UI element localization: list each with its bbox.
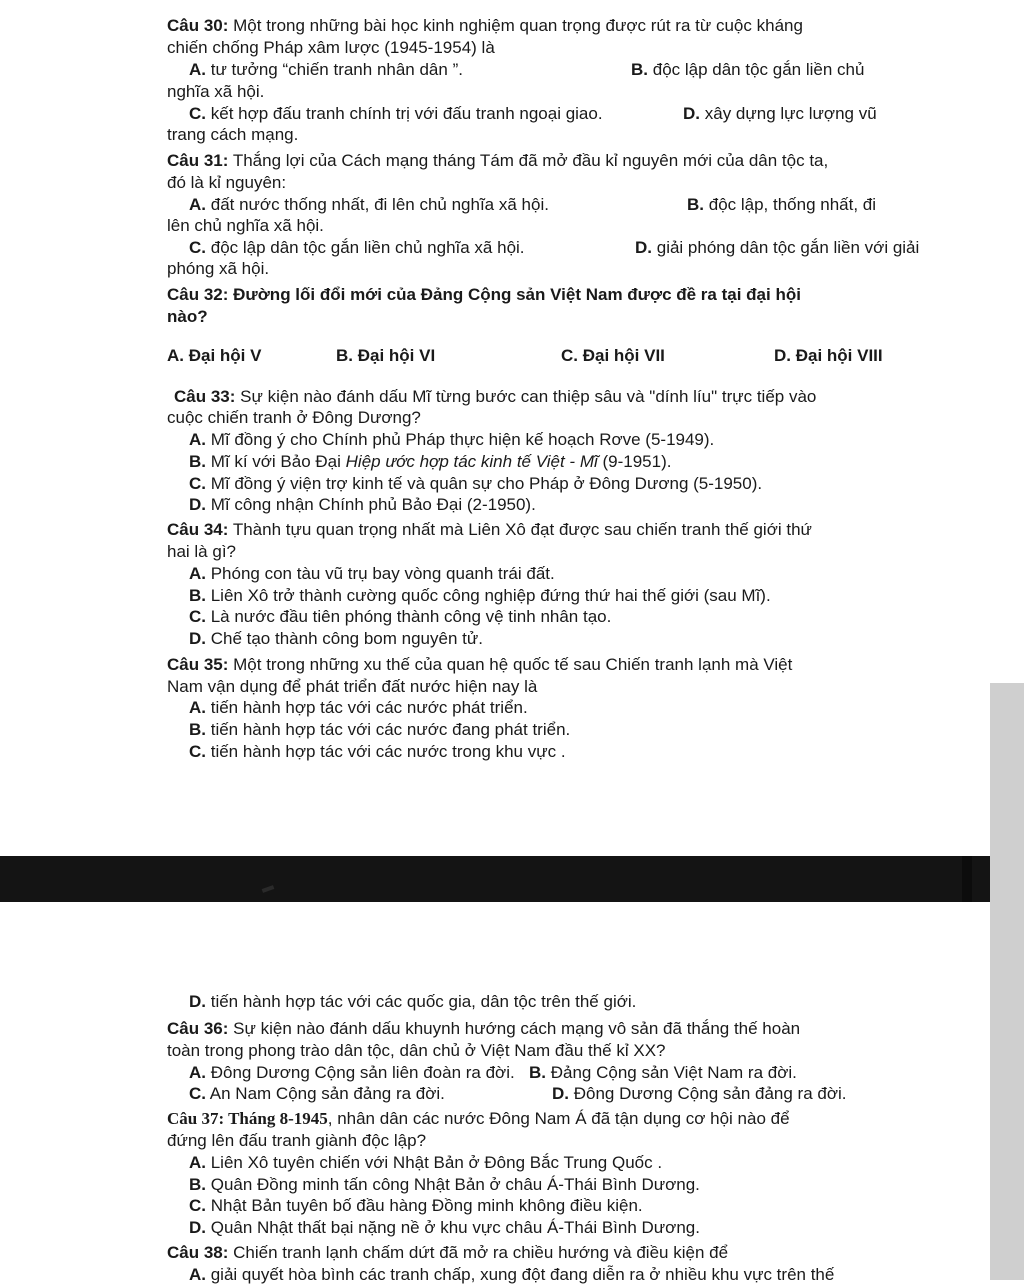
question-30-option-a: A. tư tưởng “chiến tranh nhân dân ”.: [189, 60, 463, 79]
question-36-option-b: B. Đảng Cộng sản Việt Nam ra đời.: [529, 1063, 797, 1082]
question-36-option-d: D. Đông Dương Cộng sản đảng ra đời.: [552, 1084, 847, 1103]
question-32-option-d: D. Đại hội VIII: [774, 346, 883, 365]
question-30-option-d-cont: trang cách mạng.: [167, 125, 299, 144]
question-37-option-b: B. Quân Đồng minh tấn công Nhật Bản ở châu Á-Thái Bình Dương.: [189, 1175, 700, 1194]
question-35-option-c: C. tiến hành hợp tác với các nước trong khu vực .: [189, 742, 566, 761]
question-35-option-a: A. tiến hành hợp tác với các nước phát triển.: [189, 698, 528, 717]
question-36-option-a: A. Đông Dương Cộng sản liên đoàn ra đời.: [189, 1063, 515, 1082]
question-31-option-c: C. độc lập dân tộc gắn liền chủ nghĩa xã hội.: [189, 238, 525, 257]
question-30-option-d: D. xây dựng lực lượng vũ: [683, 104, 877, 123]
question-34-option-a: A. Phóng con tàu vũ trụ bay vòng quanh trái đất.: [189, 564, 555, 583]
question-30-option-b-cont: nghĩa xã hội.: [167, 82, 265, 101]
question-31-option-d-cont: phóng xã hội.: [167, 259, 270, 278]
question-31-option-d: D. giải phóng dân tộc gắn liền với giải: [635, 238, 920, 257]
question-33-option-b: B. Mĩ kí với Bảo Đại Hiệp ước hợp tác kinh tế Việt - Mĩ (9-1951).: [189, 452, 672, 471]
question-36-option-c: C. An Nam Cộng sản đảng ra đời.: [189, 1084, 445, 1103]
question-30-stem-cont: chiến chống Pháp xâm lược (1945-1954) là: [167, 38, 495, 57]
question-36-stem-cont: toàn trong phong trào dân tộc, dân chủ ở Việt Nam đầu thế kỉ XX?: [167, 1041, 666, 1060]
question-32-option-c: C. Đại hội VII: [561, 346, 665, 365]
question-32-stem-cont: nào?: [167, 307, 208, 326]
question-33-option-d: D. Mĩ công nhận Chính phủ Bảo Đại (2-1950).: [189, 495, 536, 514]
question-35-option-d: D. tiến hành hợp tác với các quốc gia, dân tộc trên thế giới.: [189, 992, 637, 1011]
document-page-2: [0, 902, 1024, 1284]
question-34-option-c: C. Là nước đầu tiên phóng thành công vệ tinh nhân tạo.: [189, 607, 612, 626]
question-37-option-c: C. Nhật Bản tuyên bố đầu hàng Đồng minh không điều kiện.: [189, 1196, 643, 1215]
question-34-option-b: B. Liên Xô trở thành cường quốc công nghiệp đứng thứ hai thế giới (sau Mĩ).: [189, 586, 771, 605]
question-38-stem: Câu 38: Chiến tranh lạnh chấm dứt đã mở ra chiều hướng và điều kiện để: [167, 1243, 729, 1262]
question-37-stem: Câu 37: Tháng 8-1945, nhân dân các nước Đông Nam Á đã tận dụng cơ hội nào để: [167, 1109, 790, 1128]
question-31-option-a: A. đất nước thống nhất, đi lên chủ nghĩa xã hội.: [189, 195, 549, 214]
question-30-stem: Câu 30: Một trong những bài học kinh nghiệm quan trọng được rút ra từ cuộc kháng: [167, 16, 803, 35]
question-33-option-a: A. Mĩ đồng ý cho Chính phủ Pháp thực hiện kế hoạch Rơve (5-1949).: [189, 430, 715, 449]
question-36-stem: Câu 36: Sự kiện nào đánh dấu khuynh hướng cách mạng vô sản đã thắng thế hoàn: [167, 1019, 801, 1038]
question-37-option-d: D. Quân Nhật thất bại nặng nề ở khu vực châu Á-Thái Bình Dương.: [189, 1218, 700, 1237]
page-separator-edge: [962, 856, 972, 902]
question-34-stem: Câu 34: Thành tựu quan trọng nhất mà Liên Xô đạt được sau chiến tranh thế giới thứ: [167, 520, 812, 539]
question-31-stem-cont: đó là kỉ nguyên:: [167, 173, 287, 192]
question-32-stem: Câu 32: Đường lối đổi mới của Đảng Cộng sản Việt Nam được đề ra tại đại hội: [167, 285, 801, 304]
question-31-option-b: B. độc lập, thống nhất, đi: [687, 195, 877, 214]
question-32-option-b: B. Đại hội VI: [336, 346, 436, 365]
question-38-option-a: A. giải quyết hòa bình các tranh chấp, xung đột đang diễn ra ở nhiều khu vực trên thế: [189, 1265, 835, 1284]
question-35-option-b: B. tiến hành hợp tác với các nước đang phát triển.: [189, 720, 571, 739]
vertical-scrollbar[interactable]: [990, 683, 1024, 1280]
question-37-option-a: A. Liên Xô tuyên chiến với Nhật Bản ở Đông Bắc Trung Quốc .: [189, 1153, 663, 1172]
question-31-option-b-cont: lên chủ nghĩa xã hội.: [167, 216, 324, 235]
question-33-stem-cont: cuộc chiến tranh ở Đông Dương?: [167, 408, 421, 427]
question-31-stem: Câu 31: Thắng lợi của Cách mạng tháng Tám đã mở đầu kỉ nguyên mới của dân tộc ta,: [167, 151, 829, 170]
question-35-stem: Câu 35: Một trong những xu thế của quan hệ quốc tế sau Chiến tranh lạnh mà Việt: [167, 655, 793, 674]
question-34-stem-cont: hai là gì?: [167, 542, 236, 561]
question-33-stem: Câu 33: Sự kiện nào đánh dấu Mĩ từng bước can thiệp sâu và "dính líu" trực tiếp vào: [174, 387, 817, 406]
page-separator: [0, 856, 1024, 902]
question-32-option-a: A. Đại hội V: [167, 346, 262, 365]
question-30-option-b: B. độc lập dân tộc gắn liền chủ: [631, 60, 865, 79]
question-35-stem-cont: Nam vận dụng để phát triển đất nước hiện nay là: [167, 677, 538, 696]
question-34-option-d: D. Chế tạo thành công bom nguyên tử.: [189, 629, 483, 648]
question-30-option-c: C. kết hợp đấu tranh chính trị với đấu tranh ngoại giao.: [189, 104, 603, 123]
question-33-option-c: C. Mĩ đồng ý viện trợ kinh tế và quân sự cho Pháp ở Đông Dương (5-1950).: [189, 474, 763, 493]
question-37-stem-cont: đứng lên đấu tranh giành độc lập?: [167, 1131, 427, 1150]
